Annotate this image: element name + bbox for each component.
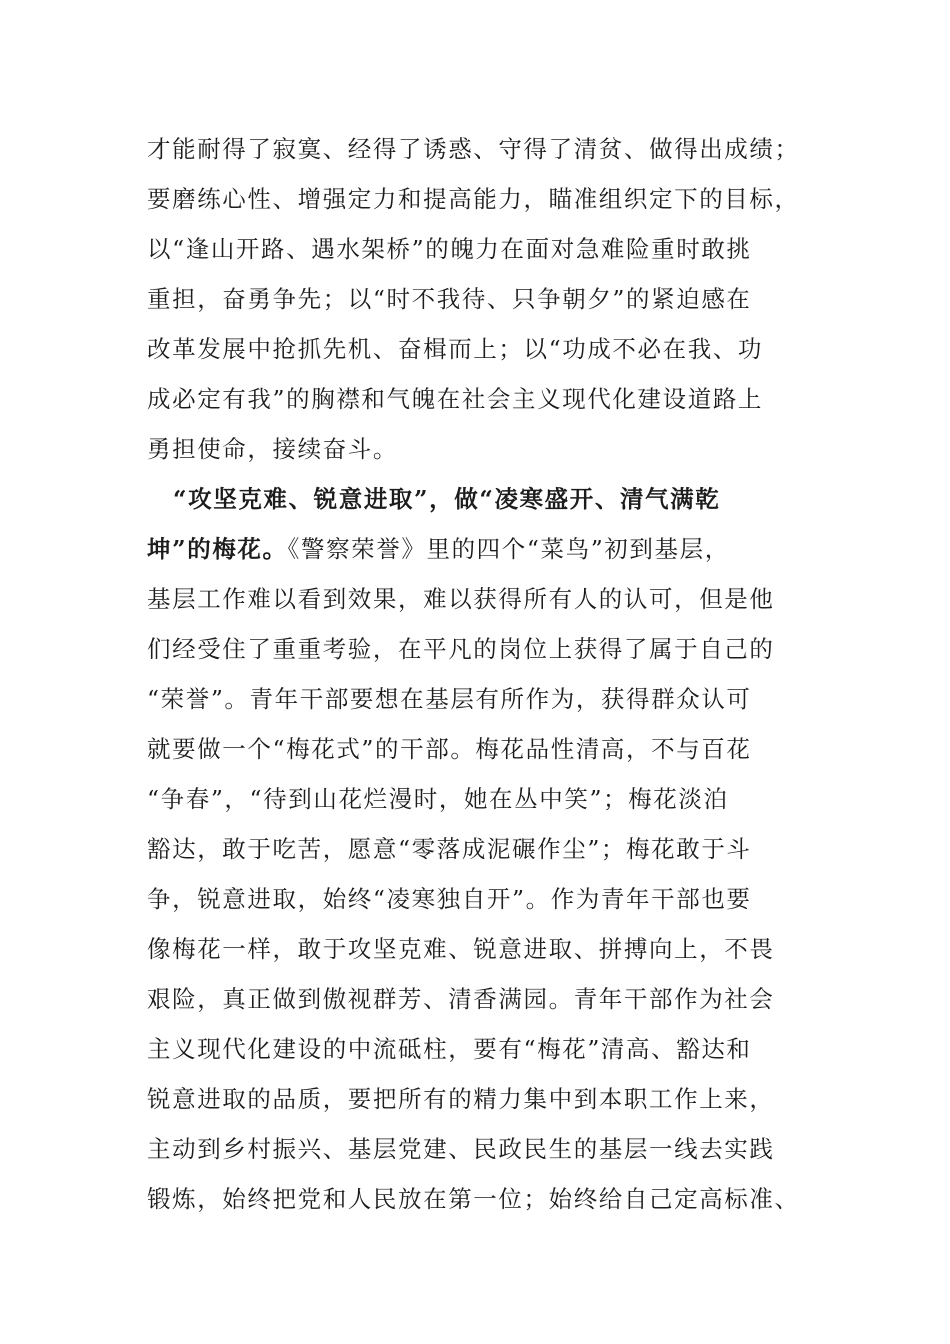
paragraph-2-line-5: 就要做一个“梅花式”的干部。梅花品性清高，不与百花 — [147, 735, 752, 763]
paragraph-2-line-1-rest: 《警察荣誉》里的四个“菜鸟”初到基层， — [287, 535, 730, 563]
paragraph-1-line-1: 才能耐得了寂寞、经得了诱惑、守得了清贫、做得出成绩； — [147, 135, 800, 163]
paragraph-2-line-13: 主动到乡村振兴、基层党建、民政民生的基层一线去实践 — [147, 1135, 775, 1163]
paragraph-2-line-1 — [147, 533, 827, 565]
paragraph-1-line-6: 成必定有我”的胸襟和气魄在社会主义现代化建设道路上 — [147, 385, 764, 413]
paragraph-1-line-4: 重担，奋勇争先；以“时不我待、只争朝夕”的紧迫感在 — [147, 285, 752, 313]
paragraph-2-line-12: 锐意进取的品质，要把所有的精力集中到本职工作上来， — [147, 1085, 775, 1113]
paragraph-2-line-2: 基层工作难以看到效果，难以获得所有人的认可，但是他 — [147, 585, 775, 613]
paragraph-1-line-3: 以“逢山开路、遇水架桥”的魄力在面对急难险重时敢挑 — [147, 235, 752, 263]
paragraph-2-heading-line-2: 坤”的梅花。 — [147, 535, 288, 563]
paragraph-2-line-6: “争春”，“待到山花烂漫时，她在丛中笑”；梅花淡泊 — [147, 785, 729, 813]
paragraph-2-line-14: 锻炼，始终把党和人民放在第一位；始终给自己定高标准、 — [147, 1185, 800, 1213]
paragraph-2-line-7: 豁达，敢于吃苦，愿意“零落成泥碾作尘”；梅花敢于斗 — [147, 835, 752, 863]
paragraph-1-line-5: 改革发展中抢抓先机、奋楫而上；以“功成不必在我、功 — [147, 335, 764, 363]
paragraph-2-line-10: 艰险，真正做到傲视群芳、清香满园。青年干部作为社会 — [147, 985, 775, 1013]
paragraph-2-line-11: 主义现代化建设的中流砥柱，要有“梅花”清高、豁达和 — [147, 1035, 752, 1063]
paragraph-2-line-4: “荣誉”。青年干部要想在基层有所作为，获得群众认可 — [147, 685, 752, 713]
paragraph-2-heading-line-1: “攻坚克难、锐意进取”，做“凌寒盛开、清气满乾 — [173, 485, 721, 513]
paragraph-2-line-9: 像梅花一样，敢于攻坚克难、锐意进取、拼搏向上，不畏 — [147, 935, 775, 963]
paragraph-2-line-8: 争，锐意进取，始终“凌寒独自开”。作为青年干部也要 — [147, 885, 752, 913]
paragraph-1-line-2: 要磨练心性、增强定力和提高能力，瞄准组织定下的目标， — [147, 185, 800, 213]
paragraph-1-line-7: 勇担使命，接续奋斗。 — [147, 435, 398, 463]
paragraph-2-line-3: 们经受住了重重考验，在平凡的岗位上获得了属于自己的 — [147, 635, 775, 663]
